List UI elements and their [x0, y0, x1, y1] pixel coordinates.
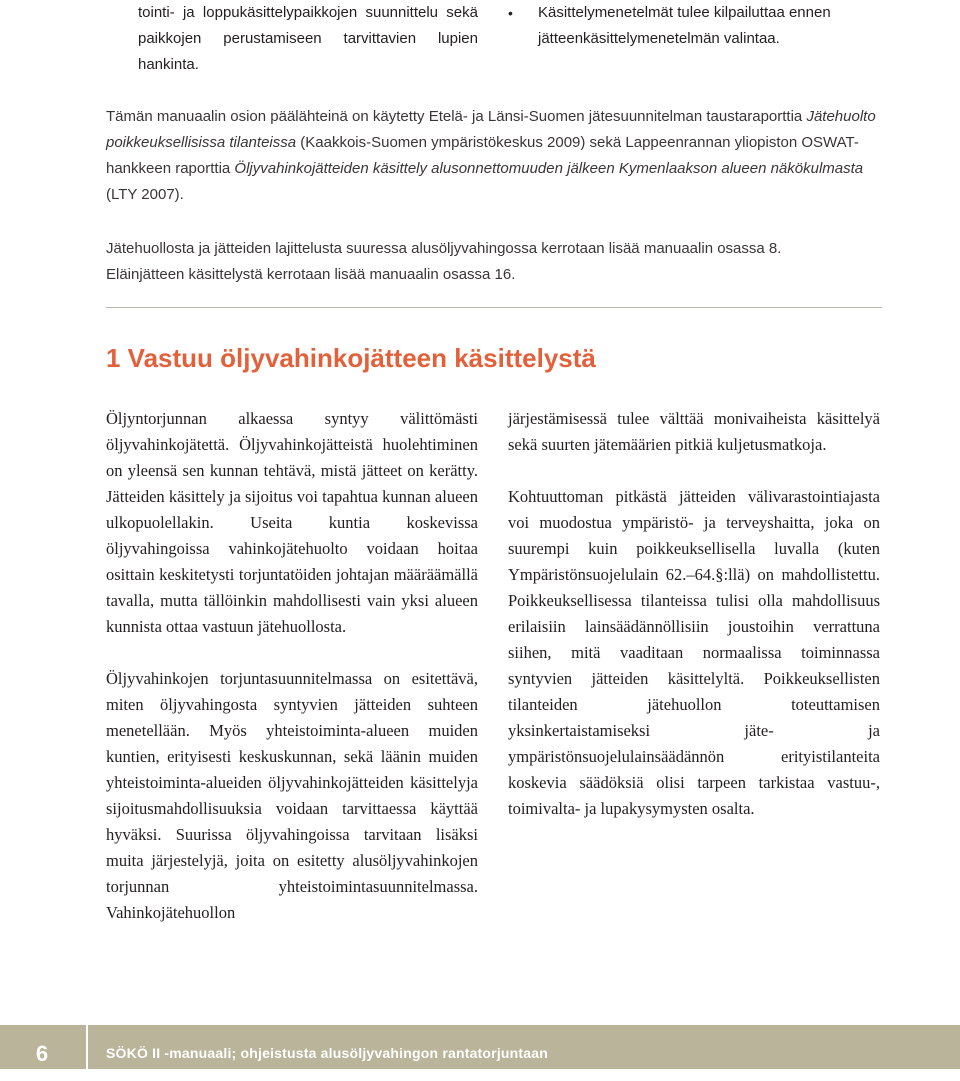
body-column-right [508, 406, 880, 848]
intro-source-title: Jätehuolto poikkeuksellisissa tilanteissa [106, 108, 876, 151]
body-paragraph: Kohtuuttoman pitkästä jätteiden välivarastointiajasta voi muodostua ympäristö- ja terveyshaitta, joka on suurempi kuin poikkeuksellisella luvalla (kuten Ympäristönsuojelulain 62.–64.§:llä) on mahdollistettu. Poikkeuksellisessa tilanteissa tulisi olla mahdollisuus erilaisiin lainsäädännöllisiin joustoihin verrattuna siihen, mitä vaaditaan normaalissa toiminnassa syntyvien jätteiden käsittelyltä. Poikkeuksellisten tilanteiden jätehuollon toteuttamisen yksinkertaistamiseksi jäte- ja ympäristönsuojelulainsäädännön erityistilanteita koskevia säädöksiä olisi tarpeen tarkistaa vastuu-, toimivalta- ja lupakysymysten osalta. [508, 487, 880, 818]
body-paragraph: Öljyvahinkojen torjuntasuunnitelmassa on esitettävä, miten öljyvahingosta syntyvien jätteiden suhteen menetellään. Myös yhteistoiminta-alueen muiden kuntien, erityisesti keskuskunnan, sekä läänin muiden yhteistoiminta-alueiden öljyvahinkojätteiden käsittelyja sijoitusmahdollisuuksia voidaan tarvittaessa käyttää hyväksi. Suurissa öljyvahingoissa tarvitaan lisäksi muita järjestelyjä, joita on esitetty alusöljyvahinkojen torjunnan yhteistoimintasuunnitelmassa. Vahinkojätehuollon [106, 669, 478, 922]
bullet-text: Käsittelymenetelmät tulee kilpailuttaa ennen jätteenkäsittelymenetelmän valintaa. [538, 4, 831, 47]
body-paragraph: Öljyntorjunnan alkaessa syntyy välittömästi öljyvahinkojätettä. Öljyvahinkojätteistä huolehtiminen on yleensä sen kunnan tehtävä, mistä jätteet on kerätty. Jätteiden käsittely ja sijoitus voi tapahtua kunnan alueen ulkopuolellakin. Useita kuntia koskevissa öljyvahingoissa vahinkojätehuolto voidaan hoitaa osittain keskitetysti torjuntatöiden johtajan määräämällä tavalla, mutta tällöinkin mahdollisesti vain yksi alueen kunnista ottaa vastuun jätehuollosta. [106, 409, 478, 636]
bullet-item [508, 0, 884, 52]
intro-crossref-paragraph [106, 236, 884, 288]
intro-sources-paragraph [106, 104, 884, 208]
crossref-line: Jätehuollosta ja jätteiden lajittelusta suuressa alusöljyvahingossa kerrotaan lisää manuaalin osassa 8. [106, 240, 782, 257]
bullet-icon: • [508, 5, 513, 21]
page-footer [0, 1025, 960, 1069]
body-paragraph: järjestämisessä tulee välttää monivaiheista käsittelyä sekä suurten jätemäärien pitkiä kuljetusmatkoja. [508, 409, 880, 454]
section-divider [106, 307, 882, 308]
footer-publication-title: SÖKÖ II -manuaali; ohjeistusta alusöljyvahingon rantatorjuntaan [106, 1045, 548, 1061]
page-number: 6 [35, 1041, 49, 1066]
section-heading: 1 Vastuu öljyvahinkojätteen käsittelystä [106, 343, 596, 373]
intro-text: (Kaakkois-Suomen ympäristökeskus 2009) sekä Lappeenrannan yliopiston OSWAT-hankkeen raporttia [106, 134, 859, 177]
footer-divider [86, 1025, 88, 1069]
intro-text: (LTY 2007). [106, 186, 184, 203]
continued-bullet-list [508, 0, 884, 52]
intro-text: Tämän manuaalin osion päälähteinä on käytetty Etelä- ja Länsi-Suomen jätesuunnitelman taustaraporttia [106, 108, 807, 125]
crossref-line: Eläinjätteen käsittelystä kerrotaan lisää manuaalin osassa 16. [106, 266, 516, 283]
intro-source-title: Öljyvahinkojätteiden käsittely alusonnettomuuden jälkeen Kymenlaakson alueen näkökulmasta [234, 160, 864, 177]
body-column-left [106, 406, 478, 952]
continued-text-left: tointi- ja loppukäsittelypaikkojen suunnittelu sekä paikkojen perustamiseen tarvittavien lupien hankinta. [138, 4, 478, 73]
